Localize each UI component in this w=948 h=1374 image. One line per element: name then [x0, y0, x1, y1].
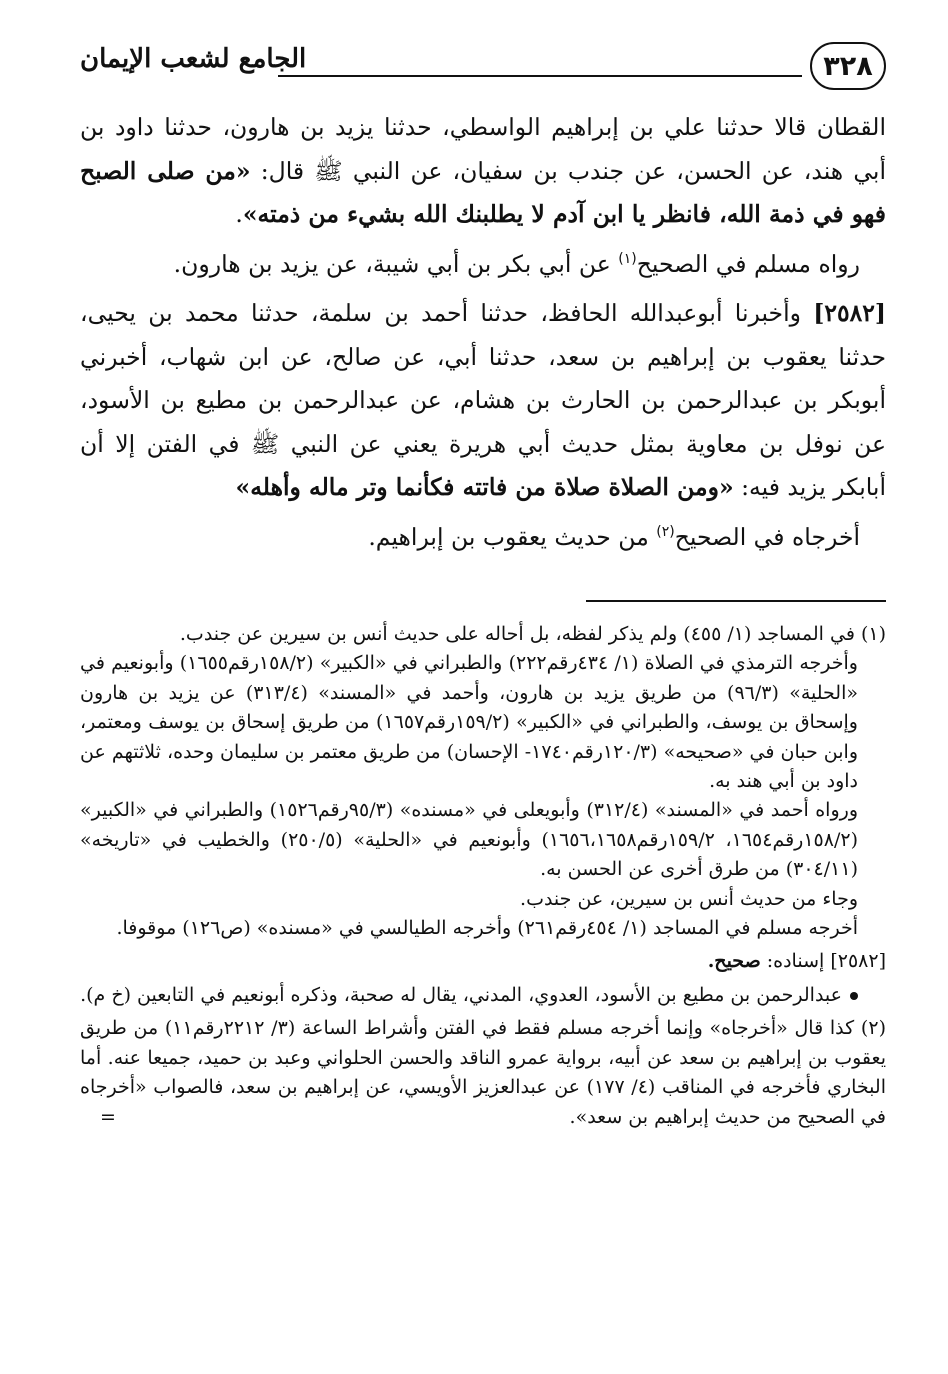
continuation-mark: =: [100, 1105, 116, 1128]
main-text: [80, 106, 886, 559]
footnote-1-head: (١) في المساجد (١/ ٤٥٥) ولم يذكر لفظه، بل أحاله على حديث أنس بن سيرين عن جندب.: [179, 623, 886, 645]
isnad-grading: [80, 947, 886, 976]
page-number: ٣٢٨: [810, 42, 886, 90]
reference-text-end: من حديث يعقوب بن إبراهيم.: [368, 522, 657, 551]
footnote-2: [80, 1014, 886, 1132]
reference-text: أخرجاه في الصحيح: [674, 522, 860, 551]
narration-chain: وأخبرنا أبوعبدالله الحافظ، حدثنا أحمد بن سلمة، حدثنا محمد بن يحيى، حدثنا يعقوب بن إبراهيم بن سعد، حدثنا أبي، عن صالح، عن ابن شهاب، أخبرني أبوبكر بن عبدالرحمن بن الحارث بن هشام، عن عبدالرحمن بن مطيع بن الأسود، عن نوفل بن معاوية بمثل حديث أبي هريرة يعني عن النبي ﷺ في الفتن إلا أن أبابكر يزيد فيه:: [80, 299, 886, 501]
page-header: [80, 32, 886, 104]
footnote-separator: [586, 600, 886, 602]
paragraph-muslim-reference: [80, 243, 886, 287]
footnotes: [80, 620, 886, 1132]
footnote-1-muslim: أخرجه مسلم في المساجد (١/ ٤٥٤رقم٢٦١) وأخرجه الطيالسي في «مسنده» (ص١٢٦) موقوفا.: [116, 917, 858, 940]
footnote-marker-2: (٢): [656, 523, 675, 540]
header-rule: [278, 75, 802, 77]
narration-chain: القطان قالا حدثنا علي بن إبراهيم الواسطي، حدثنا يزيد بن هارون، حدثنا داود بن أبي هند، عن الحسن، عن جندب بن سفيان، عن النبي ﷺ قال:: [80, 113, 886, 185]
paragraph-hadith-1: [80, 106, 886, 237]
isnad-label: إسناده:: [760, 950, 831, 973]
isnad-number: [٢٥٨٢]: [830, 950, 886, 973]
paragraph-2582: [80, 292, 886, 510]
hadith-text: «ومن الصلاة صلاة من فاتته فكأنما وتر ماله وأهله»: [235, 473, 734, 501]
running-title: الجامع لشعب الإيمان: [80, 44, 307, 74]
footnote-2-text: (٢) كذا قال «أخرجاه» وإنما أخرجه مسلم فقط في الفتن وأشراط الساعة (٣/ ٢٢١٢رقم١١) من طريق يعقوب بن إبراهيم بن سعد عن أبيه، برواية عمرو الناقد والحسن الحلواني وعبد بن حميد، جميعا عنه. أما البخاري فأخرجه في المناقب (٤/ ١٧٧) عن عبدالعزيز الأويسي، عن إبراهيم بن سعد، فالصواب «أخرجاه في الصحيح من حديث إبراهيم بن سعد».: [80, 1017, 886, 1128]
narrator-note: [80, 981, 886, 1010]
narrator-note-text: عبدالرحمن بن مطيع بن الأسود، العدوي، المدني، يقال له صحبة، وذكره أبونعيم في التابعين (خ م).: [80, 983, 842, 1006]
footnote-marker-1: (١): [618, 250, 637, 267]
hadith-number: [٢٥٨٢]: [813, 299, 886, 327]
footnote-1-other-routes: ورواه أحمد في «المسند» (٣١٢/٤) وأبويعلى في «مسنده» (٩٥/٣رقم١٥٢٦) والطبراني في «الكبير» (١٥٨/٢رقم١٦٥٤، ١٥٩/٢رقم١٦٥٦،١٦٥٨) وأبونعيم في «الحلية» (٢٥٠/٥) والخطيب في «تاريخه» (٣٠٤/١١) من طرق أخرى عن الحسن به.: [80, 799, 858, 881]
isnad-grade: صحيح.: [707, 950, 761, 973]
period: .: [235, 200, 243, 228]
footnote-1-anas-route: وجاء من حديث أنس بن سيرين، عن جندب.: [520, 887, 858, 910]
bullet-icon: [850, 992, 858, 1000]
footnote-1-takhrij: وأخرجه الترمذي في الصلاة (١/ ٤٣٤رقم٢٢٢) والطبراني في «الكبير» (١٥٨/٢رقم١٦٥٥) وأبونعيم في «الحلية» (٩٦/٣) من طريق يزيد بن هارون، وأحمد في «المسند» (٣١٣/٤) عن يزيد بن هارون وإسحاق بن يوسف، والطبراني في «الكبير» (١٥٩/٢رقم١٦٥٧) من طريق إسحاق بن يوسف ومعتمر، وابن حبان في «صحيحه» (١٢٠/٣رقم١٧٤٠- الإحسان) من طريق معتمر بن سليمان وحده، ثلاثتهم عن داود بن أبي هند به.: [80, 652, 858, 793]
hadith-text: «من صلى الصبح فهو في ذمة الله، فانظر يا ابن آدم لا يطلبنك الله بشيء من ذمته»: [80, 156, 886, 228]
reference-text-end: عن أبي بكر بن أبي شيبة، عن يزيد بن هارون.: [173, 249, 619, 278]
reference-text: رواه مسلم في الصحيح: [636, 249, 860, 278]
paragraph-bukhari-muslim-reference: [80, 516, 886, 560]
